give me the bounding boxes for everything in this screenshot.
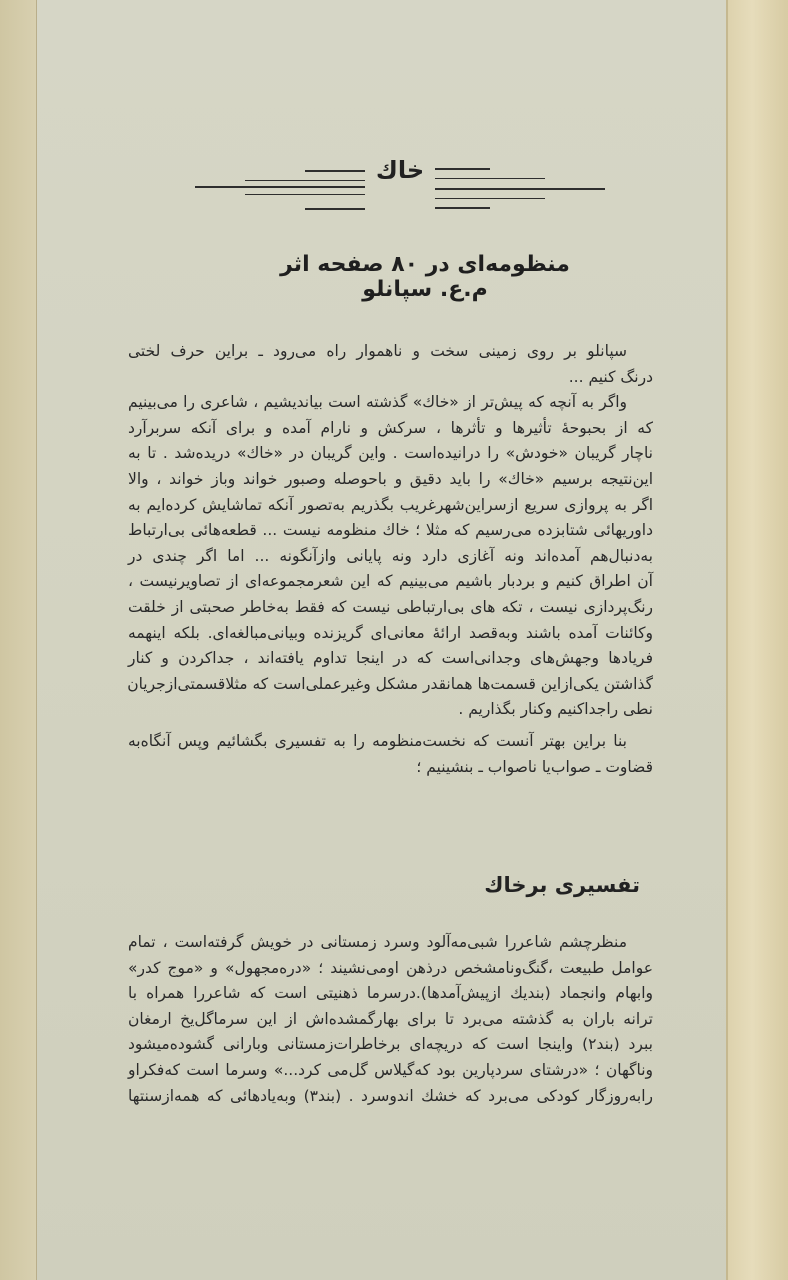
section-heading: تفسیری برخاك: [484, 873, 640, 897]
text-line: که از بحبوحهٔ تأثیرها و تأثرها ، سرکش و نارام آمده و برای آنکه سربرآرد: [128, 418, 653, 437]
text-line: ببرد (بند۲) واینجا است که دریچه‌ای برخاطرات‌زمستانی وبارانی گشوده‌میشود: [128, 1035, 653, 1054]
text-line: بنا براین بهتر آنست که نخست‌منظومه را به تفسیری بگشائیم وپس آنگاه‌به: [128, 731, 627, 750]
section-paragraphs: [128, 930, 653, 1109]
ornament-rule: [195, 186, 365, 188]
ornament-rule: [435, 188, 605, 190]
ornament-rule: [435, 178, 545, 179]
text-line: قضاوت ـ صواب‌یا ناصواب ـ بنشینیم ؛: [416, 757, 653, 776]
text-line: منظرچشم شاعررا شبی‌مه‌آلود وسرد زمستانی در خویش گرفته‌است ، تمام: [128, 933, 627, 951]
text-line: گذاشتن یکی‌ازاین قسمت‌ها همانقدر مشکل وغیرعملی‌است که مثلاقسمتی‌ازجریان: [127, 674, 653, 693]
text-line: رابه‌روزگار کودکی می‌برد که خشك اندوسرد . (بند۳) وبه‌یادهائی که همه‌ازسنتها: [128, 1086, 653, 1105]
text-line: وابهام وانجماد (بندیك ازپیش‌آمدها).درسرما ذهنیتی است که شاعررا همراه با: [128, 984, 653, 1003]
text-line: رنگ‌پردازی نیست ، تکه های بی‌ارتباطی نیست که فقط به‌خاطر صحبتی از خلقت: [128, 597, 653, 616]
text-line: درنگ کنیم ...: [568, 367, 653, 386]
intro-paragraphs: [128, 339, 653, 780]
text-line: ناچار گریبان «خودش» را درانیده‌است . واین گریبان در «خاك» دریده‌شد . تا به: [128, 444, 653, 463]
text-line: نطی راجداکنیم وکنار بگذاریم .: [458, 700, 653, 719]
ornament-rule: [305, 208, 365, 210]
text-line: وکائنات آمده باشند وبه‌قصد ارائهٔ معانی‌ای گریزنده وبیانی‌مبالغه‌ای. بلکه اینهمه: [128, 623, 653, 642]
title-ornament: [195, 152, 605, 202]
ornament-rule: [435, 198, 545, 199]
text-line: به‌دنبال‌هم آمده‌اند ونه آغازی دارد ونه پایانی وازآنگونه ... اما اگر چندی در: [128, 546, 653, 565]
ornament-rule: [245, 194, 365, 195]
text-line: فریادها وجهش‌های وجدانی‌است که در اینجا تداوم یافته‌اند ، جداکردن و کنار: [128, 649, 653, 668]
ornament-rule: [305, 170, 365, 172]
text-line: آن اطراق کنیم و بردبار باشیم می‌بینیم که این شعرمجموعه‌ای از تصاویرنیست ،: [128, 572, 653, 591]
ornament-rule: [245, 180, 365, 181]
text-line: این‌نتیجه برسیم «خاك» را باید دقیق و باحوصله وصبور خواند وباز خواند ، والا: [128, 469, 653, 488]
text-line: ترانه باران به گذشته می‌برد تا برای بهارگمشده‌اش از این سرماگل‌یخ ارمغان: [128, 1009, 653, 1028]
text-line: عوامل طبیعت ،گنگ‌ونامشخص درذهن اومی‌نشیند ؛ «دره‌مجهول» و «موج کدر»: [128, 958, 653, 977]
text-line: داوریهائی شتابزده می‌رسیم که مثلا ؛ خاك منظومه نیست ... قطعه‌هائی بی‌ارتباط: [128, 521, 653, 540]
text-line: اگر به پروازی سریع ازسراین‌شهرغریب بگذریم به‌تصور آنکه تماشایش کرده‌ایم به: [128, 495, 653, 514]
text-line: وناگهان ؛ «درشتای سردپارین بود که‌گیلاس گل‌می کرد...» وسرما است که‌فکراو: [128, 1060, 653, 1079]
book-page-edge-right: [726, 0, 788, 1280]
text-line: واگر به آنچه که پیش‌تر از «خاك» گذشته است بیاندیشیم ، شاعری را می‌بینیم: [128, 393, 627, 412]
article-subtitle: منظومه‌ای در ۸۰ صفحه اثر م.ع. سپانلو: [280, 252, 570, 302]
book-gutter-left: [0, 0, 37, 1280]
ornament-rule: [435, 168, 490, 170]
text-line: سپانلو بر روی زمینی سخت و ناهموار راه می‌رود ـ براین حرف لختی: [128, 342, 627, 360]
ornament-rule: [435, 207, 490, 209]
chapter-title: خاك: [375, 156, 425, 184]
